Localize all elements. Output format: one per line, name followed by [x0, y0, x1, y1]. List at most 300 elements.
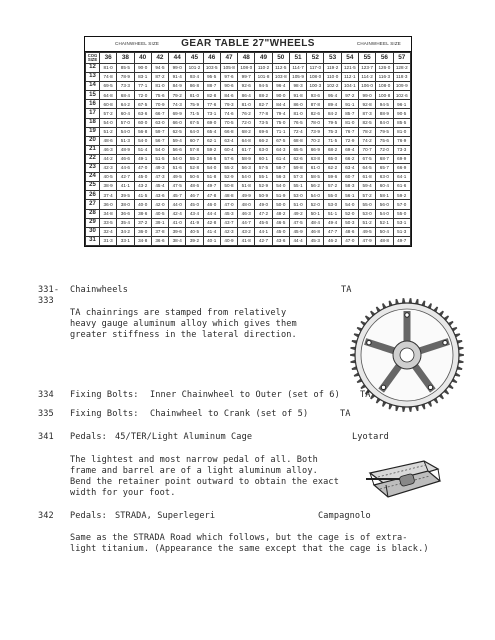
gear-ratio-cell: 64·3 [272, 145, 289, 154]
gear-ratio-cell: 51·3 [117, 136, 134, 145]
gear-ratio-cell: 41·1 [117, 182, 134, 191]
gear-table-row [86, 100, 411, 109]
gear-ratio-cell: 61·0 [307, 164, 324, 173]
gear-ratio-cell: 86·0 [289, 100, 306, 109]
gear-table-row [86, 227, 411, 236]
gear-ratio-cell: 45·6 [255, 218, 272, 227]
gear-ratio-cell: 39·6 [169, 227, 186, 236]
gear-ratio-cell: 77·1 [134, 82, 151, 91]
cog-size-cell: 16 [86, 100, 100, 109]
gear-ratio-cell: 49·9 [238, 191, 255, 200]
gear-ratio-cell: 126·0 [376, 64, 393, 73]
cog-size-cell: 19 [86, 127, 100, 136]
gear-ratio-cell: 66·8 [220, 127, 237, 136]
chainwheel-size-header: 55 [358, 53, 375, 64]
gear-ratio-cell: 35·4 [117, 218, 134, 227]
gear-ratio-cell: 58·7 [272, 164, 289, 173]
gear-ratio-cell: 73·9 [307, 127, 324, 136]
gear-ratio-cell: 75·9 [186, 100, 203, 109]
gear-ratio-cell: 66·9 [393, 164, 410, 173]
gear-ratio-cell: 62·2 [324, 164, 341, 173]
gear-ratio-cell: 48·4 [307, 218, 324, 227]
gear-ratio-cell: 47·3 [151, 173, 168, 182]
item-341-desc-line4: width for your foot. [70, 488, 176, 498]
item-331-number-line2: 333 [38, 296, 54, 306]
gear-ratio-cell: 72·9 [341, 136, 358, 145]
gear-ratio-cell: 54·0 [341, 200, 358, 209]
gear-ratio-cell: 121·5 [341, 64, 358, 73]
gear-ratio-cell: 56·0 [376, 200, 393, 209]
gear-ratio-cell: 69·6 [255, 127, 272, 136]
gear-ratio-cell: 82·5 [358, 118, 375, 127]
gear-ratio-cell: 60·0 [134, 118, 151, 127]
gear-ratio-cell: 42·8 [203, 218, 220, 227]
gear-ratio-cell: 65·7 [376, 164, 393, 173]
gear-ratio-cell: 77·6 [203, 100, 220, 109]
gear-ratio-cell: 41·5 [134, 191, 151, 200]
gear-ratio-cell: 69·9 [169, 109, 186, 118]
gear-ratio-cell: 44·4 [289, 236, 306, 245]
gear-ratio-cell: 46·8 [307, 227, 324, 236]
gear-ratio-cell: 47·0 [341, 236, 358, 245]
gear-ratio-cell: 94·5 [151, 64, 168, 73]
gear-ratio-cell: 51·9 [272, 191, 289, 200]
gear-ratio-cell: 112·1 [341, 73, 358, 82]
gear-ratio-cell: 71·1 [272, 127, 289, 136]
gear-ratio-cell: 69·9 [393, 154, 410, 163]
gear-ratio-cell: 61·6 [393, 182, 410, 191]
gear-ratio-cell: 42·4 [169, 209, 186, 218]
gear-table [84, 36, 412, 247]
gear-ratio-cell: 38·6 [134, 209, 151, 218]
gear-ratio-cell: 66·2 [341, 154, 358, 163]
gear-ratio-cell: 37·2 [134, 218, 151, 227]
gear-ratio-cell: 40·5 [151, 209, 168, 218]
gear-ratio-cell: 108·0 [307, 73, 324, 82]
gear-ratio-cell: 37·4 [100, 191, 117, 200]
gear-ratio-cell: 70·5 [220, 118, 237, 127]
item-342-desc-line1: Same as the STRADA Road which follows, but the cage is of extra- [70, 533, 408, 543]
gear-ratio-cell: 62·1 [203, 136, 220, 145]
gear-table-row [86, 91, 411, 100]
gear-ratio-cell: 96·4 [272, 82, 289, 91]
gear-table-grid [85, 52, 411, 246]
gear-ratio-cell: 104·1 [341, 82, 358, 91]
item-341-desc-line2: frame and barrel are of a light aluminum alloy. [70, 466, 318, 476]
gear-ratio-cell: 47·0 [134, 164, 151, 173]
gear-ratio-cell: 92·8 [358, 100, 375, 109]
gear-ratio-cell: 90·5 [393, 109, 410, 118]
cog-size-cell: 18 [86, 118, 100, 127]
gear-ratio-cell: 60·4 [376, 182, 393, 191]
gear-ratio-cell: 59·7 [151, 127, 168, 136]
gear-ratio-cell: 83·1 [134, 73, 151, 82]
gear-ratio-cell: 46·6 [117, 154, 134, 163]
gear-ratio-cell: 75·3 [324, 127, 341, 136]
gear-ratio-cell: 76·7 [341, 127, 358, 136]
gear-ratio-cell: 45·0 [272, 227, 289, 236]
gear-table-row [86, 136, 411, 145]
gear-ratio-cell: 60·4 [117, 109, 134, 118]
gear-ratio-cell: 70·2 [307, 136, 324, 145]
gear-ratio-cell: 55·0 [324, 191, 341, 200]
gear-ratio-cell: 99·7 [238, 73, 255, 82]
gear-ratio-cell: 41·9 [186, 218, 203, 227]
cog-size-cell: 13 [86, 73, 100, 82]
gear-ratio-cell: 71·5 [186, 109, 203, 118]
gear-ratio-cell: 69·5 [100, 82, 117, 91]
gear-ratio-cell: 51·8 [203, 173, 220, 182]
gear-ratio-cell: 54·0 [117, 127, 134, 136]
gear-ratio-cell: 43·6 [151, 191, 168, 200]
gear-ratio-cell: 61·7 [238, 145, 255, 154]
gear-ratio-cell: 90·6 [220, 82, 237, 91]
gear-ratio-cell: 44·6 [117, 164, 134, 173]
gear-ratio-cell: 71·5 [324, 136, 341, 145]
item-342-number: 342 [38, 511, 54, 521]
gear-table-column-headers [86, 53, 411, 64]
gear-ratio-cell: 49·5 [358, 227, 375, 236]
gear-ratio-cell: 99·0 [358, 91, 375, 100]
gear-table-row [86, 154, 411, 163]
gear-ratio-cell: 48·6 [100, 136, 117, 145]
chainwheel-size-header: 42 [151, 53, 168, 64]
gear-ratio-cell: 59·4 [358, 182, 375, 191]
gear-ratio-cell: 53·0 [324, 200, 341, 209]
gear-ratio-cell: 52·1 [376, 218, 393, 227]
gear-ratio-cell: 95·5 [203, 73, 220, 82]
gear-ratio-cell: 49·4 [324, 218, 341, 227]
gear-ratio-cell: 47·9 [358, 236, 375, 245]
cog-size-cell: 31 [86, 236, 100, 245]
gear-ratio-cell: 46·5 [272, 218, 289, 227]
gear-ratio-cell: 39·5 [117, 191, 134, 200]
gear-ratio-cell: 46·2 [324, 236, 341, 245]
gear-ratio-cell: 64·5 [358, 164, 375, 173]
chainwheel-size-header: 49 [255, 53, 272, 64]
gear-ratio-cell: 63·0 [255, 145, 272, 154]
gear-ratio-cell: 57·2 [358, 191, 375, 200]
gear-ratio-cell: 49·3 [151, 164, 168, 173]
gear-ratio-cell: 79·5 [324, 118, 341, 127]
cog-size-cell: 20 [86, 136, 100, 145]
gear-ratio-cell: 91·8 [289, 91, 306, 100]
cog-size-cell: 25 [86, 182, 100, 191]
gear-ratio-cell: 57·0 [117, 118, 134, 127]
gear-table-row [86, 164, 411, 173]
gear-ratio-cell: 45·3 [220, 209, 237, 218]
cog-size-cell: 28 [86, 209, 100, 218]
gear-ratio-cell: 49·2 [289, 209, 306, 218]
gear-ratio-cell: 85·5 [393, 118, 410, 127]
gear-ratio-cell: 81·0 [341, 118, 358, 127]
gear-ratio-cell: 45·3 [307, 236, 324, 245]
gear-ratio-cell: 54·0 [376, 209, 393, 218]
gear-ratio-cell: 88·2 [255, 91, 272, 100]
gear-ratio-cell: 94·5 [376, 100, 393, 109]
gear-ratio-cell: 59·2 [393, 191, 410, 200]
gear-ratio-cell: 51·6 [169, 164, 186, 173]
gear-ratio-cell: 65·0 [324, 154, 341, 163]
gear-ratio-cell: 84·2 [324, 109, 341, 118]
gear-ratio-cell: 48·2 [272, 209, 289, 218]
gear-ratio-cell: 41·0 [169, 218, 186, 227]
gear-ratio-cell: 54·0 [151, 145, 168, 154]
gear-ratio-cell: 81·0 [151, 82, 168, 91]
gear-ratio-cell: 68·2 [324, 145, 341, 154]
gear-ratio-cell: 65·4 [203, 127, 220, 136]
gear-ratio-cell: 81·0 [238, 100, 255, 109]
gear-ratio-cell: 87·8 [307, 100, 324, 109]
chainwheel-size-header: 53 [324, 53, 341, 64]
gear-ratio-cell: 69·4 [341, 145, 358, 154]
item-342-desc-line2: light titanium. (Appearance the same except that the cage is black.) [70, 544, 429, 554]
gear-ratio-cell: 102·6 [393, 91, 410, 100]
item-334-text: Inner Chainwheel to Outer (set of 6) [150, 390, 340, 400]
gear-ratio-cell: 114·2 [358, 73, 375, 82]
gear-ratio-cell: 36·0 [134, 227, 151, 236]
cog-size-cell: 17 [86, 109, 100, 118]
gear-ratio-cell: 52·9 [255, 182, 272, 191]
gear-ratio-cell: 98·3 [289, 82, 306, 91]
chainwheel-size-header: 44 [169, 53, 186, 64]
gear-ratio-cell: 74·3 [169, 100, 186, 109]
gear-table-header [85, 37, 411, 52]
gear-ratio-cell: 55·2 [220, 164, 237, 173]
gear-ratio-cell: 47·0 [220, 200, 237, 209]
gear-ratio-cell: 39·1 [151, 218, 168, 227]
gear-ratio-cell: 49·7 [203, 182, 220, 191]
item-341-desc-line3: Bend the retainer point outward to obtain the exact [70, 477, 339, 487]
item-331-desc-line2: heavy gauge aluminum alloy which gives them [70, 319, 297, 329]
gear-ratio-cell: 61·8 [358, 173, 375, 182]
gear-ratio-cell: 55·1 [255, 173, 272, 182]
gear-ratio-cell: 42·3 [220, 227, 237, 236]
gear-ratio-cell: 89·4 [324, 100, 341, 109]
gear-ratio-cell: 46·0 [203, 200, 220, 209]
gear-ratio-cell: 45·7 [169, 191, 186, 200]
gear-ratio-cell: 55·0 [358, 200, 375, 209]
gear-ratio-cell: 66·2 [255, 136, 272, 145]
gear-ratio-cell: 54·0 [100, 118, 117, 127]
cog-size-cell: 21 [86, 145, 100, 154]
gear-ratio-cell: 36·6 [151, 236, 168, 245]
gear-ratio-cell: 56·3 [272, 173, 289, 182]
gear-ratio-cell: 67·5 [358, 154, 375, 163]
gear-ratio-cell: 82·6 [307, 109, 324, 118]
gear-ratio-cell: 105·9 [289, 73, 306, 82]
gear-ratio-cell: 48·6 [186, 182, 203, 191]
gear-ratio-cell: 42·7 [255, 236, 272, 245]
gear-ratio-cell: 54·0 [272, 182, 289, 191]
gear-ratio-cell: 57·5 [255, 164, 272, 173]
gear-ratio-cell: 73·5 [255, 118, 272, 127]
gear-ratio-cell: 36·0 [100, 200, 117, 209]
item-341-brand: Lyotard [352, 432, 389, 442]
gear-ratio-cell: 76·5 [289, 118, 306, 127]
gear-ratio-cell: 56·1 [341, 191, 358, 200]
gear-ratio-cell: 64·0 [186, 127, 203, 136]
chainwheel-size-header: 36 [100, 53, 117, 64]
gear-ratio-cell: 32·4 [100, 227, 117, 236]
gear-ratio-cell: 58·5 [307, 173, 324, 182]
gear-ratio-cell: 47·5 [289, 218, 306, 227]
gear-ratio-cell: 45·4 [151, 182, 168, 191]
gear-ratio-cell: 73·3 [393, 145, 410, 154]
gear-ratio-cell: 62·5 [169, 127, 186, 136]
item-331-brand: TA [341, 285, 352, 295]
gear-ratio-cell: 85·5 [117, 64, 134, 73]
gear-ratio-cell: 60·4 [220, 145, 237, 154]
gear-ratio-cell: 63·6 [134, 109, 151, 118]
gear-ratio-cell: 51·1 [324, 209, 341, 218]
chainwheel-size-header: 48 [238, 53, 255, 64]
gear-ratio-cell: 59·4 [169, 136, 186, 145]
item-331-desc-line1: TA chainrings are stamped from relatively [70, 308, 287, 318]
chainwheel-size-header: 46 [203, 53, 220, 64]
gear-ratio-cell: 67·5 [186, 118, 203, 127]
gear-ratio-cell: 79·4 [272, 109, 289, 118]
gear-ratio-cell: 54·0 [134, 136, 151, 145]
cog-size-cell: 24 [86, 173, 100, 182]
gear-ratio-cell: 34·8 [100, 209, 117, 218]
gear-ratio-cell: 43·2 [134, 182, 151, 191]
gear-ratio-cell: 45·9 [289, 227, 306, 236]
gear-ratio-cell: 47·2 [255, 209, 272, 218]
gear-ratio-cell: 72·0 [134, 91, 151, 100]
chainwheel-size-header: 54 [341, 53, 358, 64]
gear-ratio-cell: 88·7 [203, 82, 220, 91]
gear-ratio-cell: 63·8 [307, 154, 324, 163]
gear-ratio-cell: 64·2 [117, 100, 134, 109]
gear-ratio-cell: 50·4 [376, 227, 393, 236]
gear-ratio-cell: 81·0 [289, 109, 306, 118]
gear-ratio-cell: 70·9 [151, 100, 168, 109]
gear-ratio-cell: 101·8 [255, 73, 272, 82]
gear-ratio-cell: 45·0 [186, 200, 203, 209]
gear-ratio-cell: 33·1 [117, 236, 134, 245]
gear-table-row [86, 218, 411, 227]
gear-ratio-cell: 119·2 [324, 64, 341, 73]
gear-ratio-cell: 76·9 [393, 136, 410, 145]
gear-ratio-cell: 56·6 [169, 145, 186, 154]
gear-ratio-cell: 103·5 [203, 64, 220, 73]
gear-ratio-cell: 57·3 [289, 173, 306, 182]
gear-ratio-cell: 99·0 [169, 64, 186, 73]
gear-ratio-cell: 49·5 [169, 173, 186, 182]
item-331-number-line1: 331- [38, 285, 60, 295]
gear-ratio-cell: 94·5 [255, 82, 272, 91]
gear-ratio-cell: 41·4 [203, 227, 220, 236]
gear-ratio-cell: 60·7 [186, 136, 203, 145]
item-342-label: Pedals: [70, 511, 107, 521]
gear-ratio-cell: 63·0 [151, 118, 168, 127]
gear-ratio-cell: 72·0 [376, 145, 393, 154]
gear-ratio-cell: 68·4 [117, 91, 134, 100]
gear-ratio-cell: 117·0 [307, 64, 324, 73]
gear-ratio-cell: 48·8 [220, 191, 237, 200]
gear-ratio-cell: 84·6 [220, 91, 237, 100]
cog-size-cell: 30 [86, 227, 100, 236]
gear-ratio-cell: 74·8 [100, 73, 117, 82]
gear-ratio-cell: 95·4 [324, 91, 341, 100]
cog-size-cell: 12 [86, 64, 100, 73]
gear-ratio-cell: 78·9 [117, 73, 134, 82]
gear-ratio-cell: 64·1 [393, 173, 410, 182]
gear-ratio-cell: 118·3 [393, 73, 410, 82]
item-334-brand: TA [360, 390, 371, 400]
gear-table-row [86, 64, 411, 73]
gear-ratio-cell: 76·2 [238, 109, 255, 118]
gear-table-row [86, 182, 411, 191]
gear-ratio-cell: 34·8 [134, 236, 151, 245]
gear-ratio-cell: 68·2 [238, 127, 255, 136]
gear-ratio-cell: 77·8 [255, 109, 272, 118]
item-341-desc-line1: The lightest and most narrow pedal of all. Both [70, 455, 318, 465]
gear-ratio-cell: 101·2 [186, 64, 203, 73]
gear-ratio-cell: 96·1 [393, 100, 410, 109]
gear-ratio-cell: 39·2 [186, 236, 203, 245]
gear-ratio-cell: 44·1 [255, 227, 272, 236]
gear-ratio-cell: 44·0 [169, 200, 186, 209]
gear-ratio-cell: 90·0 [272, 91, 289, 100]
gear-table-row [86, 191, 411, 200]
gear-ratio-cell: 45·0 [134, 173, 151, 182]
gear-ratio-cell: 57·6 [220, 154, 237, 163]
gear-ratio-cell: 46·7 [186, 191, 203, 200]
gear-ratio-cell: 47·8 [203, 191, 220, 200]
gear-ratio-cell: 92·6 [238, 82, 255, 91]
chainwheel-size-label-right: CHAINWHEEL SIZE [356, 41, 401, 46]
gear-ratio-cell: 58·9 [238, 154, 255, 163]
gear-ratio-cell: 74·6 [220, 109, 237, 118]
gear-ratio-cell: 78·2 [358, 127, 375, 136]
chainwheel-size-label-left: CHAINWHEEL SIZE [115, 41, 160, 46]
gear-ratio-cell: 106·0 [358, 82, 375, 91]
gear-ratio-cell: 56·5 [203, 154, 220, 163]
gear-ratio-cell: 31·3 [100, 236, 117, 245]
gear-ratio-cell: 54·0 [307, 191, 324, 200]
gear-ratio-cell: 49·1 [134, 154, 151, 163]
gear-ratio-cell: 82·8 [203, 91, 220, 100]
cog-size-cell: 23 [86, 164, 100, 173]
gear-ratio-cell: 63·4 [341, 164, 358, 173]
gear-ratio-cell: 52·0 [341, 209, 358, 218]
chainwheel-size-header: 38 [117, 53, 134, 64]
gear-ratio-cell: 100·8 [376, 91, 393, 100]
gear-ratio-cell: 57·0 [393, 200, 410, 209]
chainwheel-size-header: 51 [289, 53, 306, 64]
gear-table-row [86, 82, 411, 91]
gear-ratio-cell: 67·5 [272, 136, 289, 145]
gear-ratio-cell: 66·0 [169, 118, 186, 127]
gear-ratio-cell: 103·8 [272, 73, 289, 82]
gear-ratio-cell: 88·9 [376, 109, 393, 118]
chainwheel-size-header: 52 [307, 53, 324, 64]
gear-ratio-cell: 110·2 [255, 64, 272, 73]
gear-ratio-cell: 108·0 [238, 64, 255, 73]
gear-ratio-cell: 52·8 [186, 164, 203, 173]
gear-ratio-cell: 116·3 [376, 73, 393, 82]
gear-ratio-cell: 93·4 [186, 73, 203, 82]
gear-ratio-cell: 128·2 [393, 64, 410, 73]
gear-ratio-cell: 46·3 [238, 209, 255, 218]
gear-ratio-cell: 110·0 [324, 73, 341, 82]
gear-ratio-cell: 67·5 [134, 100, 151, 109]
gear-ratio-cell: 48·6 [341, 227, 358, 236]
gear-ratio-cell: 53·1 [393, 218, 410, 227]
gear-ratio-cell: 82·7 [255, 100, 272, 109]
